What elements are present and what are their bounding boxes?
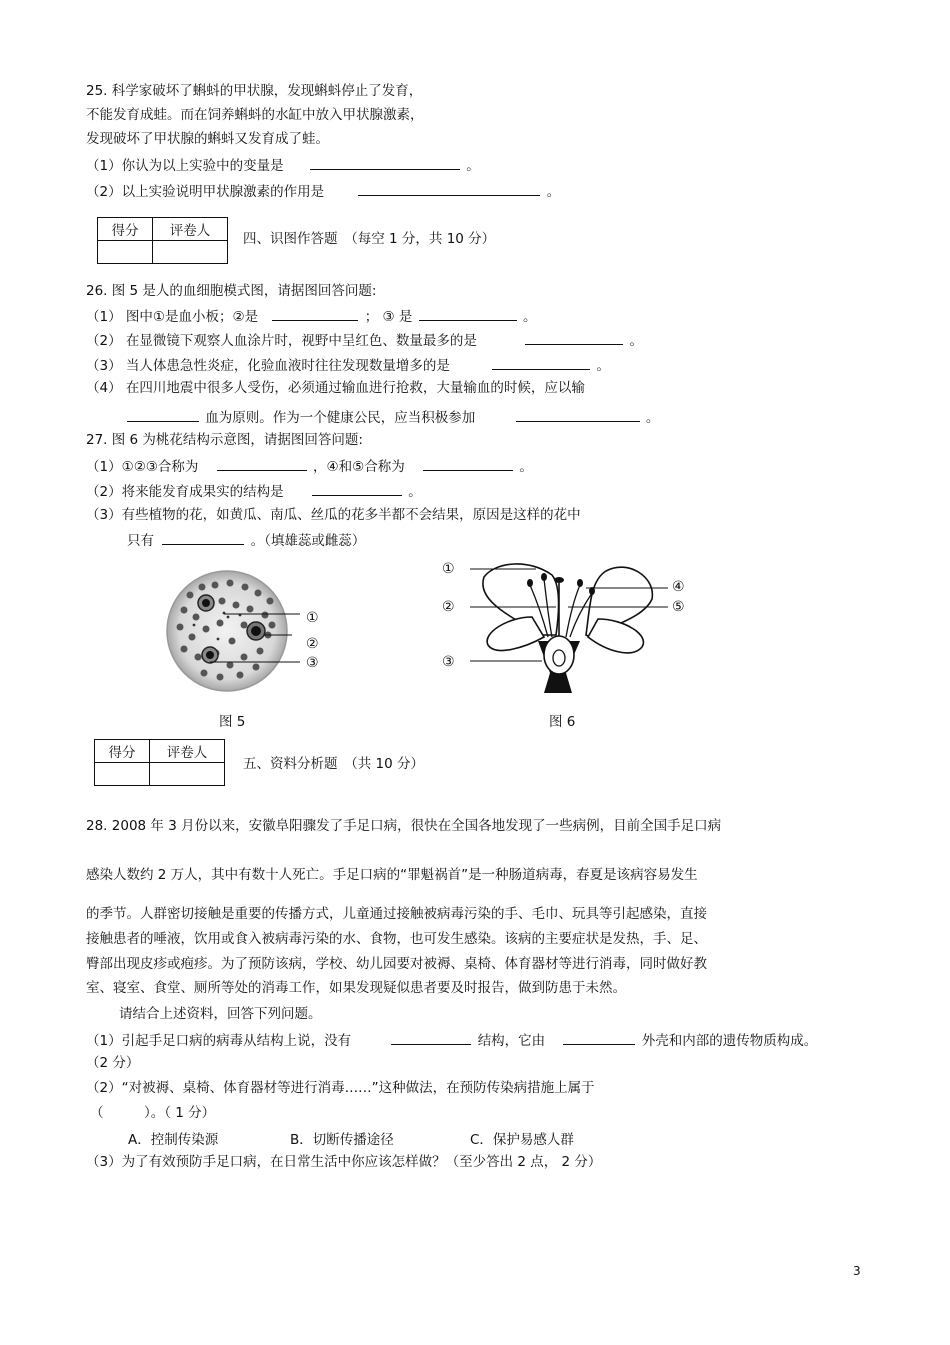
answer-blank[interactable] <box>127 407 199 422</box>
answer-blank[interactable] <box>563 1030 635 1045</box>
grader-cell[interactable] <box>150 763 225 786</box>
answer-blank[interactable] <box>423 456 513 471</box>
q26-sub3-text: （3） 当人体患急性炎症，化验血液时往往发现数量增多的是 <box>86 358 450 374</box>
answer-blank[interactable] <box>217 456 307 471</box>
fig5-marker-3: ③ <box>306 655 319 671</box>
q26-sub3 <box>86 355 610 375</box>
figure-5-caption: 图 5 <box>219 714 246 730</box>
q28-sub2: （2）“对被褥、桌椅、体育器材等进行消毒……”这种做法，在预防传染病措施上属于 <box>86 1080 595 1096</box>
q27-sub2-text: （2）将来能发育成果实的结构是 <box>86 484 284 500</box>
q27-sub1-end: 。 <box>519 459 533 475</box>
q26-sub4-end: 。 <box>645 410 660 426</box>
grader-header: 评卷人 <box>150 740 225 763</box>
q26-sub1 <box>86 306 536 326</box>
section4-heading: 四、识图作答题 （每空 1 分，共 10 分） <box>243 231 496 247</box>
q27-title: 27. 图 6 为桃花结构示意图，请据图回答问题: <box>86 432 363 448</box>
score-cell[interactable] <box>95 763 150 786</box>
q27-sub3: （3）有些植物的花，如黄瓜、南瓜、丝瓜的花多半都不会结果，原因是这样的花中 <box>86 507 581 523</box>
q28-para-5: 臀部出现皮疹或疱疹。为了预防该病，学校、幼儿园要对被褥、桌椅、体育器材等进行消毒，同时做好教 <box>86 956 707 972</box>
answer-blank[interactable] <box>162 530 244 545</box>
answer-blank[interactable] <box>391 1030 471 1045</box>
page-number: 3 <box>853 1264 861 1278</box>
score-header: 得分 <box>98 218 153 241</box>
q28-sub1-points: （2 分） <box>86 1055 140 1071</box>
figure-5-blood-cells <box>160 565 320 695</box>
q26-sub4-cont <box>127 407 659 427</box>
fig6-marker-3: ③ <box>442 654 455 670</box>
q26-sub3-end: 。 <box>596 358 610 374</box>
fig6-marker-4: ④ <box>672 579 685 595</box>
section5-heading: 五、资料分析题 （共 10 分） <box>243 756 425 772</box>
answer-blank[interactable] <box>492 355 590 370</box>
q28-option-a: A．控制传染源 <box>128 1132 219 1148</box>
microscope-field <box>167 571 287 691</box>
q26-sub2-text: （2） 在显微镜下观察人血涂片时，视野中呈红色、数量最多的是 <box>86 333 477 349</box>
q27-sub2 <box>86 481 422 501</box>
q27-sub3-text: 只有 <box>127 533 154 549</box>
q28-para-4: 接触患者的唾液，饮用或食入被病毒污染的水、食物，也可发生感染。该病的主要症状是发热，手、足、 <box>86 931 707 947</box>
score-cell[interactable] <box>98 241 153 264</box>
q25-line2: 不能发育成蛙。而在饲养蝌蚪的水缸中放入甲状腺激素， <box>86 107 424 123</box>
fig5-marker-1: ① <box>306 610 319 626</box>
q27-sub1-mid: ，④和⑤合称为 <box>313 459 405 475</box>
q28-sub2-answer: （ ）。（ 1 分） <box>90 1105 216 1121</box>
answer-blank[interactable] <box>525 330 623 345</box>
q28-para-1: 28. 2008 年 3 月份以来，安徽阜阳骤发了手足口病，很快在全国各地发现了一些病例，目前全国手足口病 <box>86 818 722 834</box>
q25-sub2-text: （2）以上实验说明甲状腺激素的作用是 <box>86 184 325 200</box>
q26-sub2-end: 。 <box>629 333 643 349</box>
q25-sub2-end: 。 <box>546 184 561 200</box>
q26-title: 26. 图 5 是人的血细胞模式图，请据图回答问题: <box>86 283 377 299</box>
grader-header: 评卷人 <box>153 218 228 241</box>
fig5-marker-2: ② <box>306 636 319 652</box>
q26-sub1-text: （1） 图中①是血小板；②是 <box>86 309 259 325</box>
q26-sub1-end: 。 <box>522 309 537 325</box>
answer-blank[interactable] <box>516 407 640 422</box>
q27-sub1 <box>86 456 533 476</box>
ovule <box>553 650 565 666</box>
q26-sub4: （4） 在四川地震中很多人受伤，必须通过输血进行抢救，大量输血的时候，应以输 <box>86 380 585 396</box>
q28-sub1-mid: 结构，它由 <box>477 1033 546 1049</box>
grader-cell[interactable] <box>153 241 228 264</box>
q25-sub2 <box>86 181 560 201</box>
q27-sub1-text: （1）①②③合称为 <box>86 459 199 475</box>
q28-option-c: C．保护易感人群 <box>470 1132 574 1148</box>
q28-option-b: B．切断传播途径 <box>290 1132 394 1148</box>
q26-sub4-text: 血为原则。作为一个健康公民，应当积极参加 <box>205 410 476 426</box>
answer-blank[interactable] <box>272 306 358 321</box>
answer-blank[interactable] <box>312 481 402 496</box>
q27-sub3-end: 。（填雄蕊或雌蕊） <box>250 533 366 549</box>
q25-line3: 发现破坏了甲状腺的蝌蚪又发育成了蛙。 <box>86 131 329 147</box>
score-header: 得分 <box>95 740 150 763</box>
figure-6-peach-flower <box>456 555 676 700</box>
figure-6-caption: 图 6 <box>549 714 576 730</box>
score-box <box>94 739 225 786</box>
q28-sub1-text: （1）引起手足口病的病毒从结构上说，没有 <box>86 1033 352 1049</box>
q28-sub1 <box>86 1030 817 1050</box>
q28-para-6: 室、寝室、食堂、厕所等处的消毒工作，如果发现疑似患者要及时报告，做到防患于未然。 <box>86 980 626 996</box>
q28-sub3: （3）为了有效预防手足口病，在日常生活中你应该怎样做？（至少答出 2 点， 2 分） <box>86 1154 602 1170</box>
answer-blank[interactable] <box>358 181 540 196</box>
q25-sub1-text: （1）你认为以上实验中的变量是 <box>86 158 284 174</box>
score-box <box>97 217 228 264</box>
q28-prompt: 请结合上述资料，回答下列问题。 <box>119 1006 322 1022</box>
q25-sub1 <box>86 155 480 175</box>
q25-sub1-end: 。 <box>466 158 480 174</box>
answer-blank[interactable] <box>419 306 517 321</box>
q27-sub3-cont <box>127 530 365 550</box>
q25-line1: 25. 科学家破坏了蝌蚪的甲状腺，发现蝌蚪停止了发育， <box>86 83 423 99</box>
fig6-marker-1: ① <box>442 561 455 577</box>
q28-para-2: 感染人数约 2 万人，其中有数十人死亡。手足口病的“罪魁祸首”是一种肠道病毒，春夏是该病容易发生 <box>86 867 698 883</box>
q28-para-3: 的季节。人群密切接触是重要的传播方式，儿童通过接触被病毒污染的手、毛巾、玩具等引起感染，直接 <box>86 906 707 922</box>
q27-sub2-end: 。 <box>408 484 422 500</box>
answer-blank[interactable] <box>310 155 460 170</box>
stigma <box>554 577 564 583</box>
fig6-marker-5: ⑤ <box>672 599 685 615</box>
q26-sub1-mid: ； ③ 是 <box>364 309 413 325</box>
q26-sub2 <box>86 330 643 350</box>
q28-sub1-end: 外壳和内部的遗传物质构成。 <box>641 1033 818 1049</box>
fig6-marker-2: ② <box>442 599 455 615</box>
